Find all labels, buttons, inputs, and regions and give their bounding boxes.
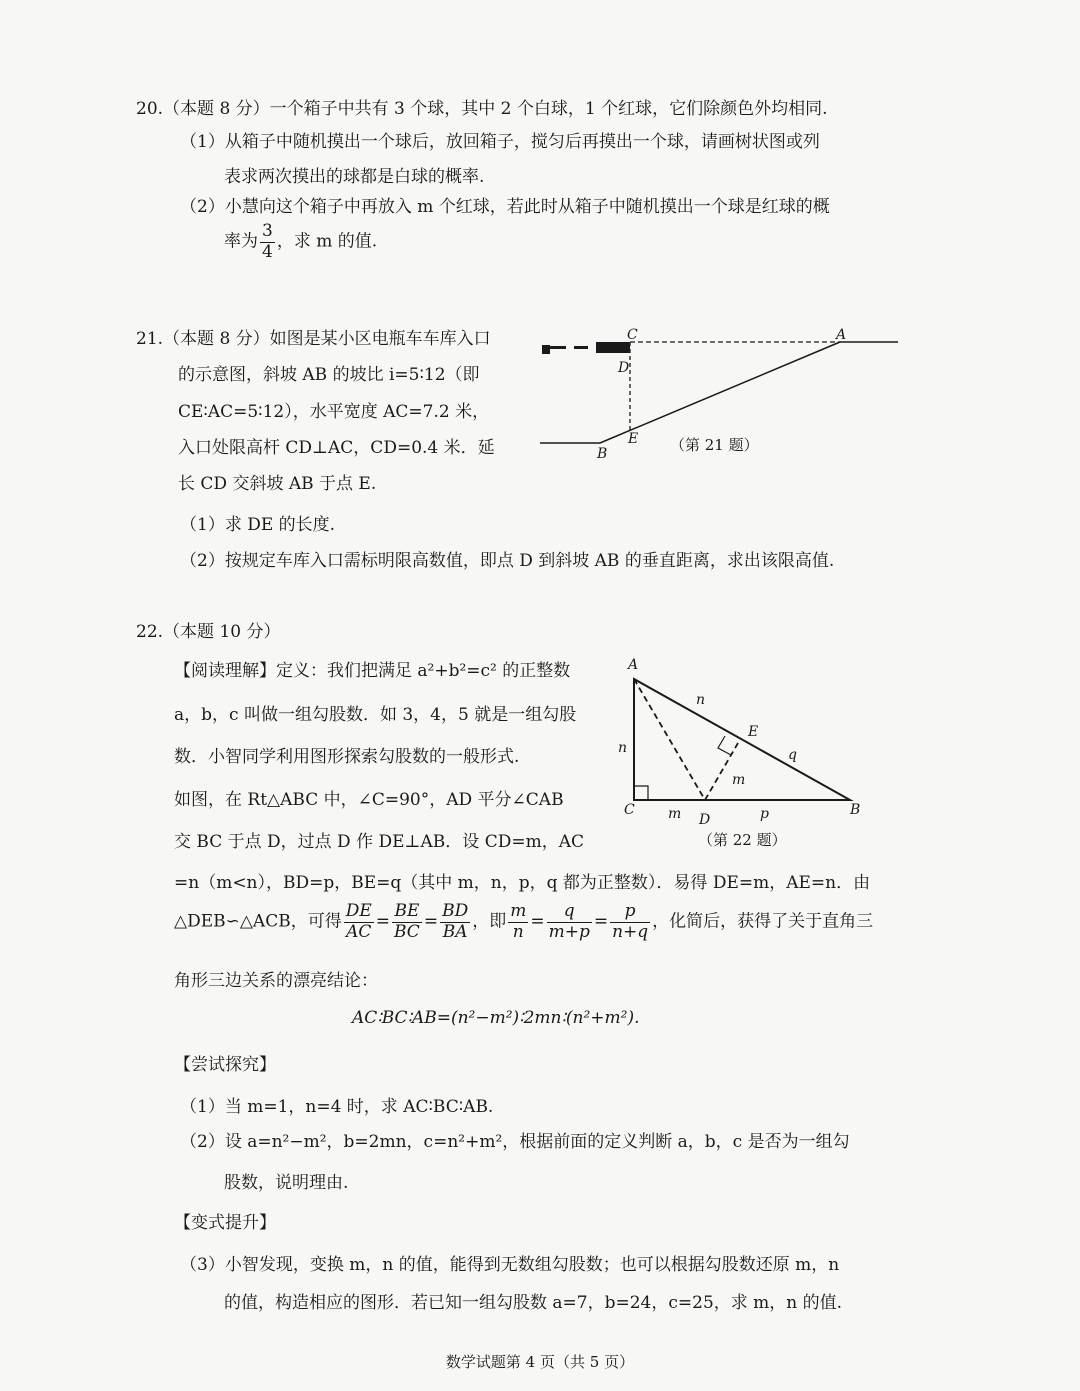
frac-BD-BA — [440, 902, 470, 942]
q22-part2-line2: 股数，说明理由. — [224, 1173, 349, 1193]
frac-numerator: p — [610, 902, 650, 923]
q20-part2-line1: （2）小慧向这个箱子中再放入 m 个红球，若此时从箱子中随机摸出一个球是红球的概 — [180, 197, 830, 217]
barrier-bar — [596, 342, 630, 353]
frac-denominator: AC — [346, 921, 372, 942]
q22-read-line2: a，b，c 叫做一组勾股数．如 3，4，5 就是一组勾股 — [174, 705, 577, 725]
label-p: p — [760, 806, 769, 822]
q20-prob-prefix: 率为 — [224, 231, 258, 252]
q22-try-heading: 【尝试探究】 — [174, 1055, 276, 1075]
q21-line1: 21.（本题 8 分）如图是某小区电瓶车车库入口 — [136, 329, 491, 349]
q22-part3-line1: （3）小智发现，变换 m，n 的值，能得到无数组勾股数；也可以根据勾股数还原 m，n — [180, 1255, 840, 1275]
label-C: C — [624, 802, 635, 818]
q22-read-line7: △DEB∽△ACB，可得 $\frac{DE}{AC}$ = $\frac{BE}{BC}$ = $\frac{BD}{BA}$ ，即 $\frac{m}{n}$ = $\frac{q}{m+p}$ = $\frac{p}{n+q}$ ，化简后，获得了关于直角三 — [174, 901, 874, 942]
frac-numerator: 3 — [262, 221, 273, 241]
slope-AB — [600, 342, 840, 443]
q22-conclusion: AC∶BC∶AB=(n²−m²)∶2mn∶(n²+m²). — [352, 1008, 640, 1028]
q21-caption: （第 21 题） — [670, 436, 759, 454]
label-m-CD: m — [668, 806, 682, 822]
q22-read-line4: 如图，在 Rt△ABC 中，∠C=90°，AD 平分∠CAB — [174, 790, 564, 810]
line-AD — [634, 679, 705, 800]
q22-read-line3: 数．小智同学利用图形探索勾股数的一般形式. — [174, 747, 520, 767]
q22-variation-heading: 【变式提升】 — [174, 1213, 276, 1233]
label-n-AC: n — [618, 740, 628, 756]
q21-line5: 长 CD 交斜坡 AB 于点 E. — [178, 474, 377, 494]
frac-DE-AC — [344, 902, 374, 942]
line7-mid: ，即 — [472, 911, 507, 932]
frac-m-n — [508, 902, 528, 942]
q21-line4: 入口处限高杆 CD⊥AC，CD=0.4 米．延 — [178, 438, 495, 458]
line7-prefix: △DEB∽△ACB，可得 — [174, 911, 342, 932]
fraction-3-4 — [260, 222, 275, 262]
barrier-seg — [574, 346, 588, 349]
q21-line3: CE∶AC=5∶12），水平宽度 AC=7.2 米， — [178, 402, 490, 422]
q22-read-line5: 交 BC 于点 D，过点 D 作 DE⊥AB．设 CD=m，AC — [174, 832, 584, 852]
label-B: B — [597, 446, 608, 462]
q22-part3-line2: 的值，构造相应的图形．若已知一组勾股数 a=7，b=24，c=25，求 m，n 的值. — [224, 1293, 843, 1313]
q20-part2-line2 — [224, 222, 377, 262]
q22-header: 22.（本题 10 分） — [136, 622, 281, 642]
q22-read-line6: =n（m<n），BD=p，BE=q（其中 m，n，p，q 都为正整数）．易得 DE=m，AE=n．由 — [174, 873, 871, 893]
q22-read-line1: 【阅读理解】定义：我们把满足 a²+b²=c² 的正整数 — [174, 661, 571, 681]
frac-q-mp — [547, 902, 592, 942]
frac-denominator: BC — [394, 921, 420, 942]
frac-BE-BC — [392, 902, 422, 942]
barrier-post — [542, 345, 550, 354]
q21-line2: 的示意图，斜坡 AB 的坡比 i=5∶12（即 — [178, 365, 480, 385]
label-C: C — [627, 327, 638, 343]
frac-numerator: DE — [345, 901, 372, 921]
q22-part1: （1）当 m=1，n=4 时，求 AC∶BC∶AB. — [180, 1097, 494, 1117]
q22-figure — [612, 652, 872, 852]
label-D: D — [699, 812, 711, 828]
frac-denominator: 4 — [262, 241, 273, 262]
q20-part1-line1: （1）从箱子中随机摸出一个球后，放回箱子，搅匀后再摸出一个球，请画树状图或列 — [180, 132, 820, 152]
label-E: E — [748, 724, 759, 740]
q21-part2: （2）按规定车库入口需标明限高数值，即点 D 到斜坡 AB 的垂直距离，求出该限高值. — [180, 551, 835, 571]
frac-numerator: q — [547, 902, 592, 923]
q20-prob-suffix: ，求 m 的值. — [276, 231, 378, 252]
frac-denominator: n — [512, 921, 524, 942]
q21-part1: （1）求 DE 的长度. — [180, 515, 336, 535]
page-footer: 数学试题第 4 页（共 5 页） — [445, 1353, 635, 1371]
frac-numerator: BE — [392, 902, 422, 923]
line7-suffix: ，化简后，获得了关于直角三 — [652, 911, 874, 932]
frac-denominator: m+p — [548, 921, 590, 942]
frac-numerator: m — [510, 901, 527, 921]
q20-part1-line2: 表求两次摸出的球都是白球的概率. — [224, 167, 485, 187]
right-angle-E — [718, 736, 731, 755]
right-angle-C — [634, 786, 648, 800]
label-m-DE: m — [732, 772, 746, 788]
label-B: B — [850, 802, 861, 818]
q20-header: 20.（本题 8 分）一个箱子中共有 3 个球，其中 2 个白球，1 个红球，它们除颜色外均相同. — [136, 99, 828, 119]
label-D: D — [618, 360, 630, 376]
frac-denominator: n+q — [612, 921, 649, 942]
label-n-AE: n — [696, 692, 706, 708]
label-A: A — [628, 657, 639, 673]
q22-read-line8: 角形三边关系的漂亮结论： — [174, 971, 378, 991]
q22-caption: （第 22 题） — [698, 831, 787, 849]
label-E: E — [628, 431, 639, 447]
q21-figure — [530, 320, 910, 470]
frac-denominator: BA — [442, 921, 468, 942]
frac-numerator: BD — [442, 901, 469, 921]
q22-part2-line1: （2）设 a=n²−m²，b=2mn，c=n²+m²，根据前面的定义判断 a，b，c 是否为一组勾 — [180, 1132, 850, 1152]
label-A: A — [836, 327, 847, 343]
frac-p-nq — [610, 902, 650, 942]
barrier-seg — [550, 346, 566, 349]
label-q: q — [788, 747, 797, 763]
